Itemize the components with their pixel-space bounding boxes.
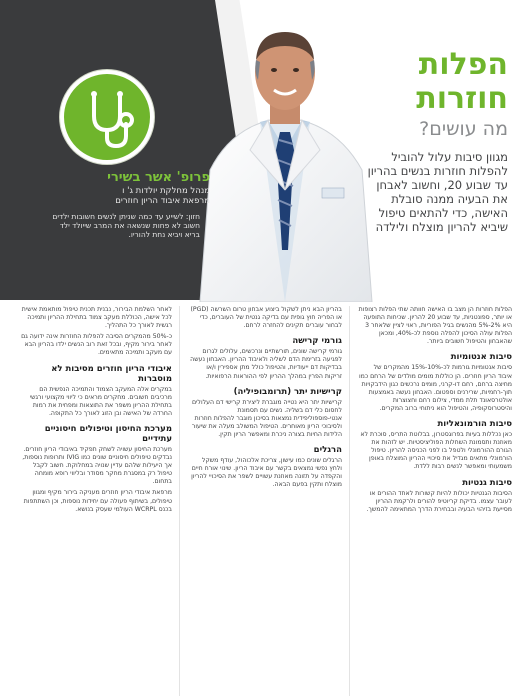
section-paragraph: כאן נכללות בעיות בפרוגסטרון, בבלוטת התריס, סוכרת לא מאוזנת ותסמונת השחלות הפוליציסטיות. יש לזהות את הגורם ההורמונלי ולטפל בו לפני הכניסה להריון. טיפול הורמונלי מתאים מגדיל את סיכויי ההריון המוצלח באופן משמעותי ומאפשר לנשים רבות ללדת. <box>360 431 512 471</box>
section-paragraph: כ-50% מהמקרים הסיבה להפלות החוזרות אינה ידועה גם לאחר בירור מקיף, ובכל זאת רוב הנשים ילדו בהריון הבא עם מעקב ותמיכה מתאימים. <box>21 333 172 357</box>
title-line1: הפלות <box>418 47 508 82</box>
section-heading: מערכת החיסון וטיפולים חיסוניים עתידיים <box>44 423 172 444</box>
author-quote: חזון: לשייע עד כמה שניתן לנשים חשובות ילדים חשוב לא פחות שנשאה את המרב שייולד ילד בריא ויביא נחת להוריו. <box>52 212 200 239</box>
hero-section <box>0 0 530 300</box>
article-columns <box>18 306 512 696</box>
section-paragraph: גורמי קרישה שונים, תורשתיים ונרכשים, עלולים לגרום לפגיעה בזרימת הדם לשליה ולאיבוד ההריון. האבחון נעשה בבדיקות דם ייעודיות, והטיפול כולל מתן אספירין ו/או זריקות הפרין במהלך ההריון לפי ההוראות הרפואיות. <box>190 348 342 380</box>
section-paragraph: קרישיות יתר היא נטייה מוגברת ליצירת קרישי דם העלולים לחסום כלי דם בשליה. נשים עם תסמונת אנטי-פוספוליפידית נמצאות בסיכון מוגבר להפלות חוזרות ולסיבוכי הריון מאוחרים. הטיפול המשולב מעלה את שיעור הלידות החיות בצורה ניכרת ומאפשר הריון תקין. <box>191 398 342 439</box>
stethoscope-icon <box>64 74 150 160</box>
author-title <box>40 186 210 206</box>
article-subtitle: מה עושים? <box>419 118 508 140</box>
doctor-portrait <box>190 20 380 302</box>
section-paragraph: בהריון הבא ניתן לשקול ביצוע אבחון טרום השרשה (PGD) או הפריה חוץ גופית עם בדיקה גנטית של העוברים, כדי לבחור עוברים תקינים להחזרה לרחם. <box>190 306 342 330</box>
column-right <box>358 306 512 696</box>
section-paragraph: מרפאת איבודי הריון חוזרים מעניקה בירור מקיף ומגוון טיפולים, בשיתוף פעולה עם יחידות נוספות, וכן השתתפות בכנס WCRPL העולמי שעסק בנושא. <box>23 489 172 513</box>
section-heading: סיבות הורמונאליות <box>437 419 512 430</box>
article-title <box>358 48 508 116</box>
section-heading: הרגלים <box>313 445 342 456</box>
section-paragraph: במקרים אלה המעקב הצמוד והתמיכה הנפשית הם מרכיבים חשובים. מחקרים מראים כי ליווי מקצועי ורגשי בתחילת ההריון משפר את התוצאות ומפחית את רמות החרדה של האישה ובן הזוג לאורך כל התקופה. <box>29 385 172 417</box>
column-divider <box>349 306 350 696</box>
author-title-line2: מרפאת איבוד הריון חוזרים <box>115 196 210 206</box>
section-heading: גורמי קרישה <box>292 336 342 347</box>
column-middle <box>188 306 342 696</box>
stethoscope-badge <box>60 70 154 164</box>
author-title-line1: מנהל מחלקת יולדות ג' ו <box>122 186 210 196</box>
section-heading: קרישיות יתר (תרומבופיליה) <box>233 386 342 397</box>
section-paragraph: לאחר השלמת הבירור, נבנית תכנית טיפול מותאמת אישית לכל אישה, הכוללת מעקב צמוד בתחילת ההריון ותמיכה רגשית לאורך כל התהליך. <box>21 306 172 330</box>
section-paragraph: סיבות אנטומיות גורמות לכ-10%-15% מהמקרים של איבוד הריון חוזרים. הן כוללות מומים מולדים של הרחם כמו מחיצה ברחם, רחם דו-קרני, מומים נרכשים כגון הידבקויות תוך-רחמיות, שרירנים וספטום. האבחון נעשה באמצעות אולטרסאונד תלת ממדי, צילום רחם וחצוצרות והיסטרוסקופיה, והטיפול הוא ניתוחי ברוב המקרים. <box>358 364 512 412</box>
article-lead: מגוון סיבות עלול להוביל להפלות חוזרות בנשים בהריון עד שבוע 20, וחשוב לאבחן את הבעיה ממנה סובלת האישה, כדי להתאים טיפול שיביא להריון מוצלח ולילדה <box>367 150 508 234</box>
section-paragraph: הסיבות הגנטיות יכולות להיות קשורות לאחד ההורים או לעובר עצמו. בדיקת קריוטיפ להורים ולרקמת ההריון מסייעת בזיהוי הבעיה ובבחירת הדרך המתאימה להמשך. <box>366 489 512 513</box>
section-heading: סיבות גנטיות <box>462 477 512 488</box>
column-left <box>18 306 172 696</box>
section-heading: איבודי הריון חוזרים מסיבות לא מוסברות <box>51 363 172 384</box>
section-paragraph: מערכת החיסון עשויה לשחק תפקיד באיבודי הריון חוזרים. נבדקים טיפולים חיסוניים שונים כמו IVIG ותרופות נוספות, אך היעילות שלהם עדיין שנויה במחלוקת. חשוב לקבל טיפול רק במסגרת מחקר מסודר ובליווי רופא מומחה בתחום. <box>22 445 172 486</box>
section-heading: סיבות אנטומיות <box>450 352 512 363</box>
title-line2: חוזרות <box>416 81 508 116</box>
author-name: פרופ' אשר בשירי <box>107 170 210 185</box>
column-divider <box>179 306 180 696</box>
intro-paragraph: הפלות חוזרות הן מצב בו האישה חוותה שתי הפלות רצופות או יותר, ספונטניות, עד שבוע 20 להריון. שכיחות התופעה היא 2%-5% מהנשים בגיל הפוריות, ראוי לציין שלאחר 3 הפלות עולה הסיכון להפלה נוספת לכ-40%, ומכאן שהאבחון והטיפול חשובים ביותר. <box>358 306 512 346</box>
section-paragraph: הרגלים שונים כמו עישון, צריכת אלכוהול, עודף משקל ולחץ נפשי נמצאים בקשר עם איבוד הריון. שינוי אורח חיים והקפדה על תזונה מאוזנת עשויים לשפר את הסיכויי להריון מוצלח ותקין בפעם הבאה. <box>191 457 342 489</box>
